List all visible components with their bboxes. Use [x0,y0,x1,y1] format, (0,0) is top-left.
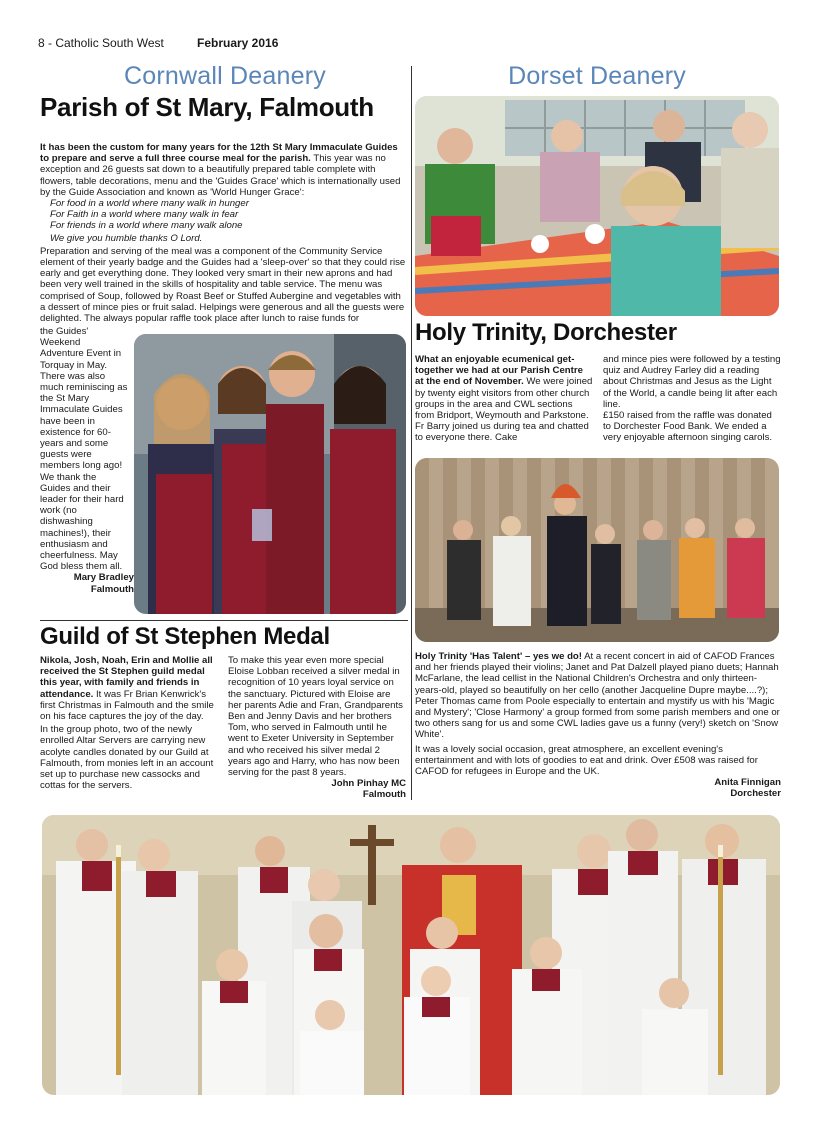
guild-para2: In the group photo, two of the newly enrolled Altar Servers are carrying new acolyte candles donated by our Guild at Falmouth, from monies left in an account set up to purchase new cassocks and cottas for the servers. [40,724,214,792]
col-line: the Guides' [40,326,89,337]
col-line: leader for their hard [40,494,124,506]
col-line: We thank the [40,471,97,483]
talent-para2: It was a lovely social occasion, great atmosphere, an excellent evening's entertainment and with lots of goodies to eat and drink. Over £508 was raised for CAFOD for refugees in Europe and the UK. [415,743,758,778]
guild-column-1 [40,655,220,791]
falmouth-para1: This year was no exception and 26 guests sat down to a beautifully prepared table complete with flowers, table decorations, menu and the 'Guides Grace' which is internationally used by the Guide Association and known as 'World Hunger Grace': [40,153,401,198]
col-line: enthusiasm and [40,538,108,550]
guild-signature-place: Falmouth [362,789,406,801]
dorset-deanery-heading: Dorset Deanery [508,62,686,90]
guild-para1: It was Fr Brian Kenwrick's first Christmas in Falmouth and the smile on his face captures the joy of the day. [40,688,214,723]
talent-lead: Holy Trinity 'Has Talent' – yes we do! [415,651,582,662]
col-line: machines!), their [40,527,111,539]
col-line: guests were [40,449,92,461]
grace-line: We give you humble thanks O Lord. [50,232,203,244]
cornwall-deanery-heading: Cornwall Deanery [124,62,326,90]
col-line: years and some [40,438,109,450]
guild-para3: To make this year even more special Eloise Lobban received a silver medal in recognition of 10 years loyal service on the sanctuary. Pictured with Eloise are her parents Adie and Fran, Grandparents Ben and Jenny Davis and her brothers Tom, who served in Falmouth until he went to Exeter University in September and who received his silver medal 2 years ago and Harry, who has now been serving for the past 8 years. [228,655,403,779]
page-number: 8 - Catholic South West [38,36,164,50]
col-line: existence for 60- [40,426,111,438]
falmouth-signature-name: Mary Bradley [73,572,134,584]
col-line: much reminiscing as [40,382,128,394]
tea-party-photo [415,96,779,316]
parish-falmouth-title: Parish of St Mary, Falmouth [40,92,374,122]
col-line: There was also [40,370,106,382]
falmouth-signature-place: Falmouth [90,583,134,595]
col-line: members long ago! [40,460,123,472]
holy-trinity-para1: We were joined by twenty eight visitors from other church groups in the area and CWL sections from Bridport, Weymouth and Parkstone. Fr Barry joined us during tea and chatted to everyone there. Cake [415,376,593,444]
holy-trinity-para3: £150 raised from the raffle was donated to Dorchester Food Bank. We ended a very enjoyable afternoon singing carols. [603,410,773,444]
falmouth-article-body [40,142,408,324]
guild-title: Guild of St Stephen Medal [40,623,330,650]
grace-line: For friends in a world where many walk alone [50,220,243,232]
col-line: dishwashing [40,516,93,528]
col-line: cheerfulness. May [40,550,118,562]
issue-date: February 2016 [197,36,279,50]
holy-trinity-column-1 [415,354,593,444]
page-header [38,36,164,50]
talent-show-photo [415,458,779,642]
col-line: Immaculate Guides [40,404,123,416]
talent-para1: At a recent concert in aid of CAFOD Frances and her friends played their violins; Janet and Pat Dalzell played piano duets; Hannah McFarlane, the lead cellist in the National Children's Orchestra and only thirteen-years-old, played so beautifully on her cello (another Jacqueline Dupre maybe....?); Peter Thomas came from Poole especially to entertain and mystify us with his 'Magic and Mystery'; 'Close Harmony' a group formed from some parish members and one or two others sang for us and some CWL ladies gave us a funny (very!) sketch on 'Snow White'. [415,651,780,741]
dorchester-signature-place: Dorchester [730,788,781,800]
falmouth-para2: Preparation and serving of the meal was a component of the Community Service element of their yearly badge and the Guides had a 'sleep-over' so that they could rise early and get everything done. They looked very smart in their new aprons and had been very well trained in the skills of hospitality and table service. The menu was comprised of Soup, followed by Roast Beef or Stuffed Aubergine and vegetables with a dessert of mince pies or fruit salad. Helpings were generous and all the guests were delighted. The always popular raffle took place after lunch to raise funds for [40,245,406,325]
falmouth-narrow-column [40,326,134,595]
col-line: Adventure Event in [40,348,122,360]
col-line: Weekend [40,337,81,349]
col-line: Torquay in May. [40,359,108,371]
col-line: God bless them all. [40,561,123,573]
guides-photo [134,334,406,614]
holy-trinity-title: Holy Trinity, Dorchester [415,319,677,346]
altar-servers-photo [42,815,780,1095]
falmouth-lead: It has been the custom for many years for the 12th St Mary Immaculate Guides to prepare and serve a full three course meal for the parish. [40,142,398,165]
holy-trinity-lead: What an enjoyable ecumenical get-together we had at our Parish Centre at the end of November. [415,354,583,388]
guild-lead: Nikola, Josh, Noah, Erin and Mollie all received the St Stephen guild medal this year, with family and friends in attendance. [40,655,213,700]
guild-divider [40,620,408,621]
holy-trinity-column-2 [603,354,781,444]
col-line: have been in [40,415,95,427]
col-line: the St Mary [40,393,90,405]
col-line: work (no [40,505,77,517]
col-line: Guides and their [40,482,111,494]
issue-date-wrap [197,36,278,50]
grace-line: For food in a world where many walk in hunger [50,198,249,210]
talent-article [415,651,781,800]
dorchester-signature-name: Anita Finnigan [714,777,781,789]
guild-signature-name: John Pinhay MC [331,778,406,790]
column-divider [411,66,412,800]
holy-trinity-para2: and mince pies were followed by a testing quiz and Audrey Farley did a reading about Christmas and Jesus as the Light of the World, a candle being lit after each line. [603,354,781,410]
grace-line: For Faith in a world where many walk in fear [50,209,239,221]
guild-column-2 [228,655,406,801]
